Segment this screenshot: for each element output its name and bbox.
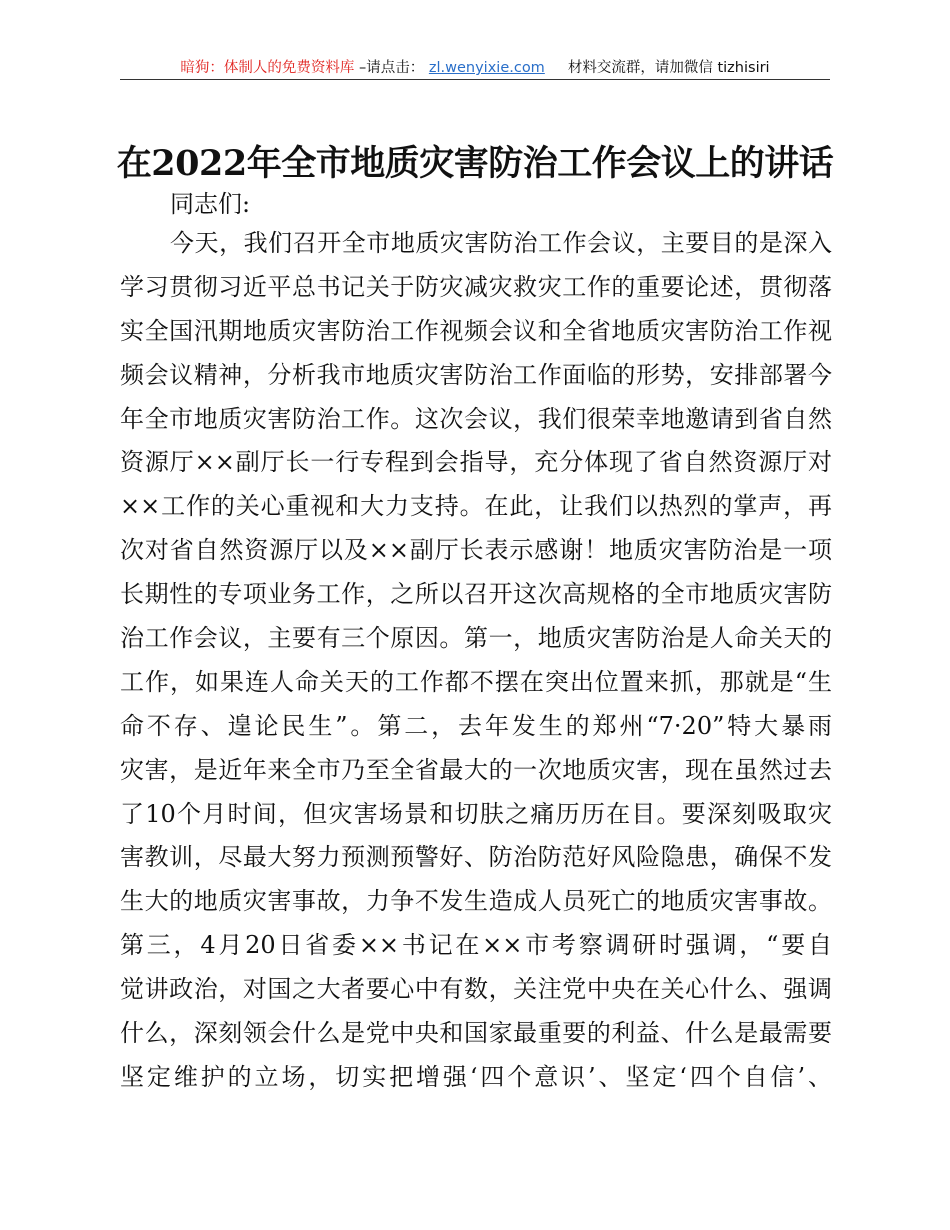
text-line: 治工作会议，主要有三个原因。第一，地质灾害防治是人命关天的 bbox=[120, 624, 832, 653]
header-divider bbox=[120, 79, 830, 80]
text-line: 资源厅××副厅长一行专程到会指导，充分体现了省自然资源厅对 bbox=[120, 448, 832, 477]
document-title: 在2022年全市地质灾害防治工作会议上的讲话 bbox=[116, 143, 834, 184]
text-line: 工作，如果连人命关天的工作都不摆在突出位置来抓，那就是“生 bbox=[120, 667, 832, 696]
header-group: 材料交流群，请加微信 tizhisiri bbox=[567, 60, 770, 76]
text-line: 害教训，尽最大努力预测预警好、防治防范好风险隐患，确保不发 bbox=[120, 843, 832, 872]
text-line: 第三，4月20日省委××书记在××市考察调研时强调，“要自 bbox=[120, 931, 832, 960]
text-line: 生大的地质灾害事故，力争不发生造成人员死亡的地质灾害事故。 bbox=[120, 887, 832, 916]
text-line: 今天，我们召开全市地质灾害防治工作会议，主要目的是深入 bbox=[170, 229, 832, 257]
header-prompt: –请点击： bbox=[359, 60, 425, 76]
text-line: ××工作的关心重视和大力支持。在此，让我们以热烈的掌声，再 bbox=[120, 492, 832, 521]
text-line: 觉讲政治，对国之大者要心中有数，关注党中央在关心什么、强调 bbox=[120, 975, 832, 1004]
text-line: 灾害，是近年来全市乃至全省最大的一次地质灾害，现在虽然过去 bbox=[120, 755, 832, 784]
text-line: 了10个月时间，但灾害场景和切肤之痛历历在目。要深刻吸取灾 bbox=[120, 799, 832, 828]
text-line: 什么，深刻领会什么是党中央和国家最重要的利益、什么是最需要 bbox=[120, 1019, 832, 1048]
text-line: 频会议精神，分析我市地质灾害防治工作面临的形势，安排部署今 bbox=[120, 360, 832, 389]
text-line: 长期性的专项业务工作，之所以召开这次高规格的全市地质灾害防 bbox=[120, 580, 832, 609]
header-brand: 暗狗：体制人的免费资料库 bbox=[180, 60, 355, 76]
text-line: 命不存、遑论民生”。第二，去年发生的郑州“7·20”特大暴雨 bbox=[120, 711, 832, 740]
text-line: 学习贯彻习近平总书记关于防灾减灾救灾工作的重要论述，贯彻落 bbox=[120, 272, 832, 301]
header-link[interactable]: zl.wenyixie.com bbox=[428, 60, 545, 76]
text-line: 实全国汛期地质灾害防治工作视频会议和全省地质灾害防治工作视 bbox=[120, 316, 832, 345]
body-paragraph bbox=[120, 225, 832, 1103]
text-line: 坚定维护的立场，切实把增强‘四个意识’、坚定‘四个自信’、 bbox=[120, 1062, 832, 1091]
text-line: 年全市地质灾害防治工作。这次会议，我们很荣幸地邀请到省自然 bbox=[120, 404, 832, 433]
text-line: 次对省自然资源厅以及××副厅长表示感谢！地质灾害防治是一项 bbox=[120, 536, 832, 565]
greeting: 同志们: bbox=[170, 190, 251, 218]
watermark-header bbox=[120, 56, 830, 77]
